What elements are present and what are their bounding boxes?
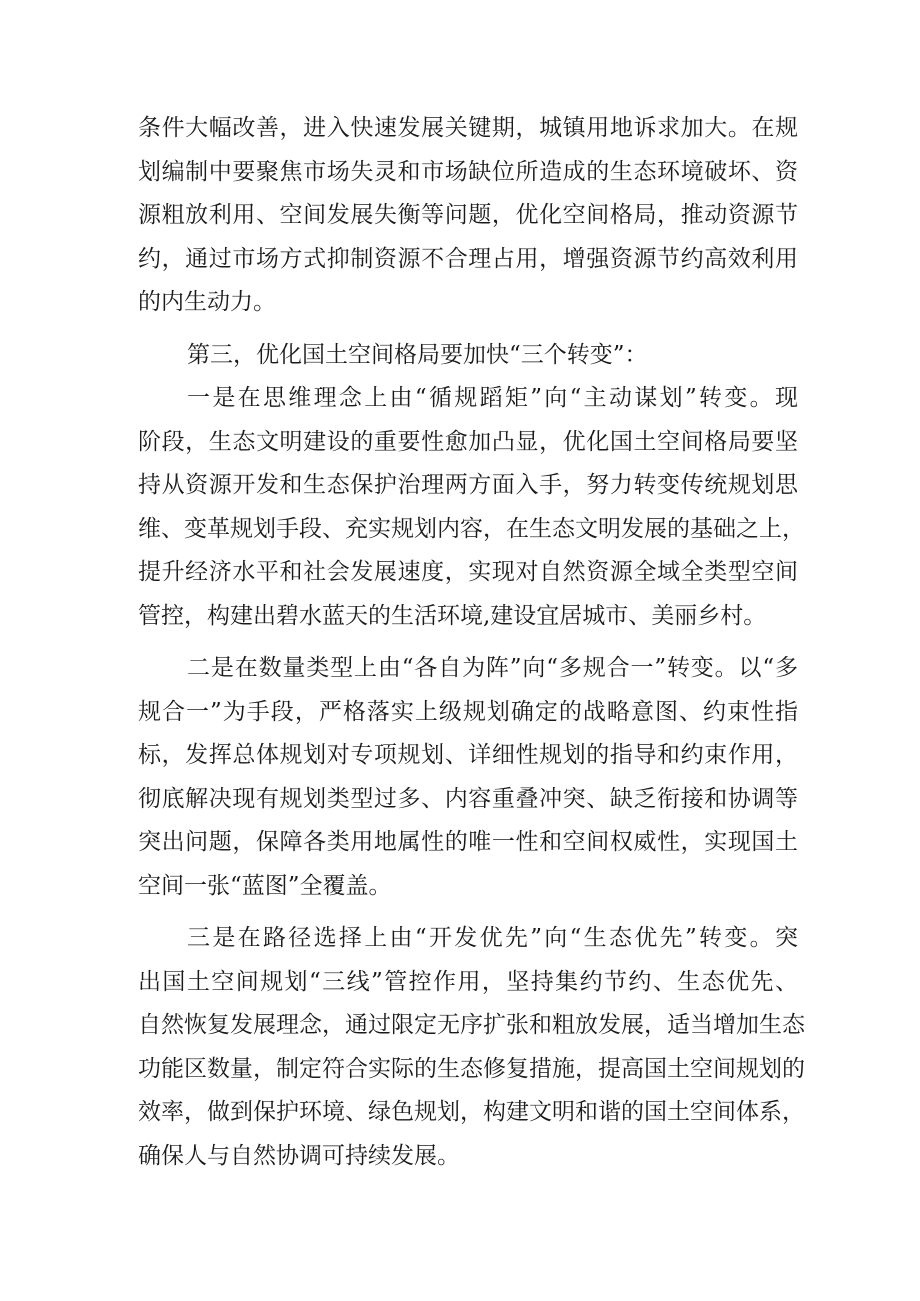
text-line: 持从资源开发和生态保护治理两方面入手，努力转变传统规划思 [138,472,798,498]
section-heading: 第三，优化国土空间格局要加快“三个转变”： [187,342,648,368]
text-line: 管控，构建出碧水蓝天的生活环境,建设宜居城市、美丽乡村。 [138,603,767,629]
text-line: 突出问题，保障各类用地属性的唯一性和空间权威性，实现国土 [138,829,798,855]
text-line: 维、变革规划手段、充实规划内容，在生态文明发展的基础之上， [138,516,805,542]
text-line: 二是在数量类型上由“各自为阵”向“多规合一”转变。以“多 [187,655,798,681]
text-line: 出国土空间规划“三线”管控作用，坚持集约节约、生态优先、 [138,969,798,995]
text-line: 一是在思维理念上由“循规蹈矩”向“主动谋划”转变。现 [187,385,798,411]
text-line: 源粗放利用、空间发展失衡等问题，优化空间格局，推动资源节 [138,202,798,228]
text-line: 阶段，生态文明建设的重要性愈加凸显，优化国土空间格局要坚 [138,429,798,455]
text-line: 功能区数量，制定符合实际的生态修复措施，提高国土空间规划的 [138,1056,805,1082]
text-line: 的内生动力。 [138,289,276,315]
text-line: 条件大幅改善，进入快速发展关键期，城镇用地诉求加大。在规 [138,115,798,141]
text-line: 效率，做到保护环境、绿色规划，构建文明和谐的国土空间体系， [138,1099,805,1125]
text-line: 空间一张“蓝图”全覆盖。 [138,873,392,899]
text-line: 标，发挥总体规划对专项规划、详细性规划的指导和约束作用， [138,742,798,768]
text-line: 规合一”为手段，严格落实上级规划确定的战略意图、约束性指 [138,699,798,725]
text-line: 提升经济水平和社会发展速度，实现对自然资源全域全类型空间 [138,559,798,585]
text-line: 彻底解决现有规划类型过多、内容重叠冲突、缺乏衔接和协调等 [138,786,798,812]
text-line: 确保人与自然协调可持续发展。 [138,1143,460,1169]
text-line: 约，通过市场方式抑制资源不合理占用，增强资源节约高效利用 [138,246,798,272]
text-line: 自然恢复发展理念，通过限定无序扩张和粗放发展，适当增加生态 [138,1012,805,1038]
text-line: 划编制中要聚焦市场失灵和市场缺位所造成的生态环境破坏、资 [138,159,798,185]
text-line: 三是在路径选择上由“开发优先”向“生态优先”转变。突 [187,925,798,951]
